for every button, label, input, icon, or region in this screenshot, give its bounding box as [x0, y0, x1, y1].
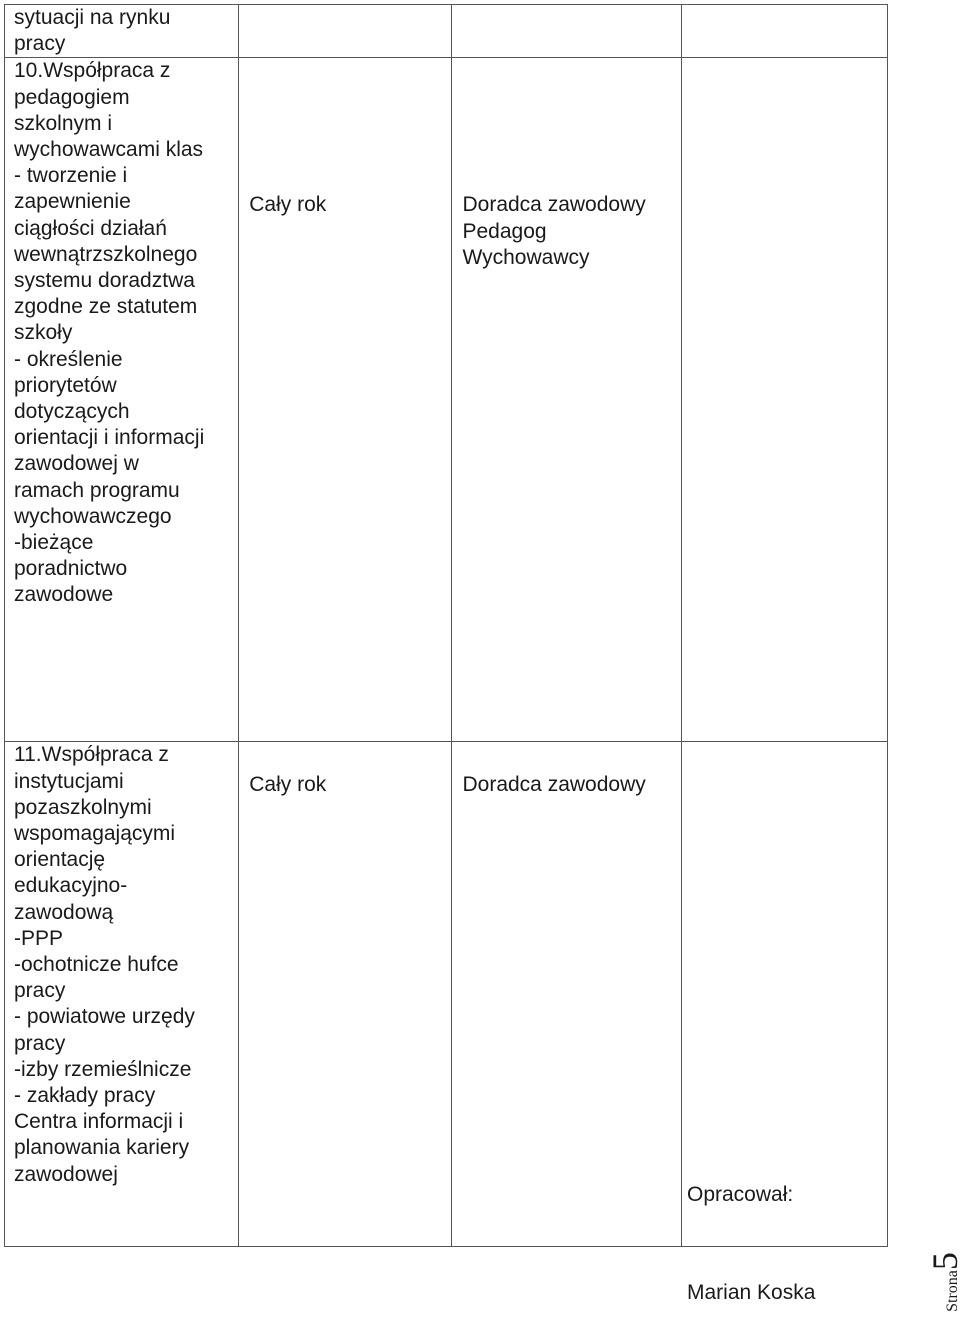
activity-line: zawodową [14, 900, 114, 924]
page-number: 5 [925, 1252, 965, 1271]
signature-label: Opracował: [687, 1183, 794, 1206]
activity-line: -izby rzemieślnicze [14, 1057, 192, 1081]
activity-line: poradnictwo [14, 557, 128, 581]
activity-line: szkolnym i [14, 111, 113, 135]
activity-line: 11.Współpraca z [14, 743, 169, 767]
activity-line: pedagogiem [14, 85, 130, 109]
notes-cell [681, 742, 887, 1247]
activity-line: - powiatowe urzędy [14, 1005, 195, 1029]
activity-line: zgodne ze statutem [14, 295, 198, 319]
table-row [5, 58, 888, 742]
activity-line: wychowawcami klas [14, 138, 204, 162]
activity-line: edukacyjno- [14, 874, 128, 898]
page-number-marker [925, 1236, 965, 1328]
activity-line: Centra informacji i [14, 1110, 184, 1134]
activity-line: systemu doradztwa [14, 269, 195, 293]
activity-line: planowania kariery [14, 1136, 190, 1160]
signature-name: Marian Koska [687, 1281, 816, 1304]
activity-line: pracy [14, 979, 66, 1003]
activity-line: wewnątrzszkolnego [14, 242, 198, 266]
activity-line: wychowawczego [14, 504, 172, 528]
activity-line: sytuacji na rynku [14, 6, 171, 29]
term-cell [239, 58, 452, 742]
activity-line: orientację [14, 848, 106, 872]
activity-line: zawodowej [14, 1162, 118, 1186]
responsible-line: Doradca zawodowy [462, 193, 646, 217]
responsible-line: Doradca zawodowy [462, 773, 646, 797]
responsible-cell [452, 742, 681, 1247]
activity-line: pracy [14, 1031, 66, 1055]
responsible-line: Wychowawcy [462, 245, 590, 269]
activity-line: zapewnienie [14, 190, 131, 214]
page-word: Strona [944, 1270, 961, 1312]
term-text: Cały rok [249, 193, 327, 217]
table-row [5, 5, 888, 58]
notes-cell [681, 58, 887, 742]
activity-line: zawodowej w [14, 452, 139, 476]
activity-line: -PPP [14, 926, 64, 950]
activity-line: - określenie [14, 347, 123, 371]
term-text: Cały rok [249, 773, 327, 797]
activity-line: -bieżące [14, 531, 94, 555]
responsible-cell [452, 5, 681, 58]
responsible-cell [452, 58, 681, 742]
activity-line: instytucjami [14, 769, 124, 793]
table-row [5, 742, 888, 1247]
activity-line: orientacji i informacji [14, 426, 205, 450]
activity-line: zawodowe [14, 583, 114, 607]
activity-line: dotyczących [14, 400, 130, 424]
notes-cell [681, 5, 887, 58]
term-cell [239, 5, 452, 58]
activity-line: -ochotnicze hufce [14, 953, 179, 977]
activity-cell [5, 5, 239, 58]
activities-table [4, 4, 888, 1247]
activity-line: 10.Współpraca z [14, 59, 171, 83]
activity-line: ramach programu [14, 478, 180, 502]
activity-line: pracy [14, 32, 66, 56]
activity-line: priorytetów [14, 373, 117, 397]
activity-line: ciągłości działań [14, 216, 167, 240]
responsible-line: Pedagog [462, 219, 547, 243]
term-cell [239, 742, 452, 1247]
activity-cell [5, 58, 239, 742]
activity-cell [5, 742, 239, 1247]
activity-line: - tworzenie i [14, 164, 128, 188]
activity-line: wspomagającymi [14, 822, 176, 846]
activity-line: - zakłady pracy [14, 1084, 156, 1108]
activity-line: szkoły [14, 321, 73, 345]
activity-line: pozaszkolnymi [14, 795, 152, 819]
